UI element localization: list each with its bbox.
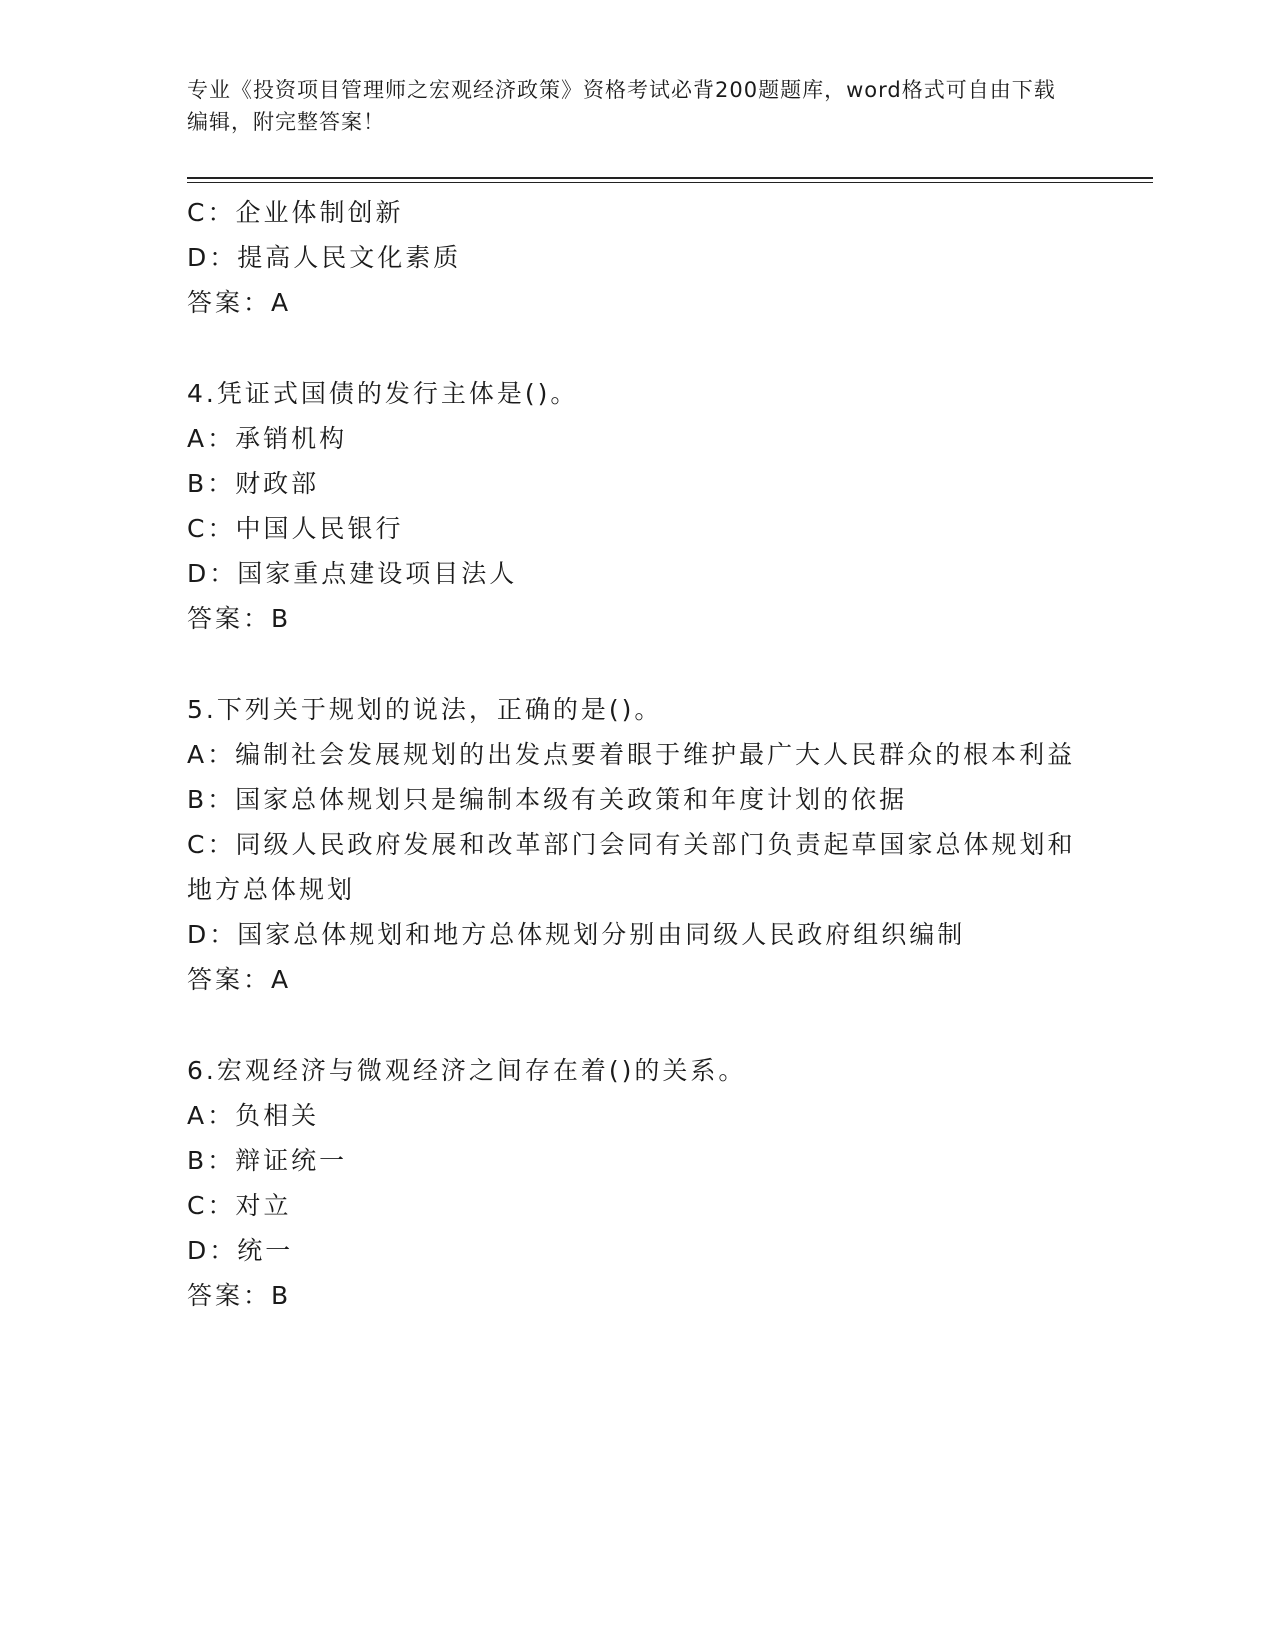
header-rule-thick — [187, 177, 1153, 179]
option-b: B：国家总体规划只是编制本级有关政策和年度计划的依据 — [187, 785, 908, 814]
answer: 答案：A — [187, 965, 292, 994]
document-header: 专业《投资项目管理师之宏观经济政策》资格考试必背200题题库，word格式可自由下载编辑，附完整答案！ — [187, 78, 1056, 134]
option-d: D：国家总体规划和地方总体规划分别由同级人民政府组织编制 — [187, 920, 966, 949]
option-a: A：承销机构 — [187, 424, 348, 453]
option-c: C：中国人民银行 — [187, 514, 404, 543]
option-d: D：国家重点建设项目法人 — [187, 559, 518, 588]
answer: 答案：A — [187, 288, 292, 317]
answer: 答案：B — [187, 1281, 292, 1310]
option-b: B：财政部 — [187, 469, 320, 498]
question-stem: 6.宏观经济与微观经济之间存在着()的关系。 — [187, 1056, 747, 1085]
option-a: A：编制社会发展规划的出发点要着眼于维护最广大人民群众的根本利益 — [187, 740, 1076, 769]
answer: 答案：B — [187, 604, 292, 633]
option-c: C：对立 — [187, 1191, 292, 1220]
option-d: D：统一 — [187, 1236, 294, 1265]
question-content — [187, 190, 1087, 1318]
option-a: A：负相关 — [187, 1101, 320, 1130]
option-c: C：企业体制创新 — [187, 198, 404, 227]
option-d: D：提高人民文化素质 — [187, 243, 462, 272]
option-b: B：辩证统一 — [187, 1146, 348, 1175]
option-c: C：同级人民政府发展和改革部门会同有关部门负责起草国家总体规划和地方总体规划 — [187, 830, 1076, 904]
question-stem: 5.下列关于规划的说法，正确的是()。 — [187, 695, 663, 724]
question-stem: 4.凭证式国债的发行主体是()。 — [187, 379, 579, 408]
header-rule-thin — [187, 182, 1153, 183]
